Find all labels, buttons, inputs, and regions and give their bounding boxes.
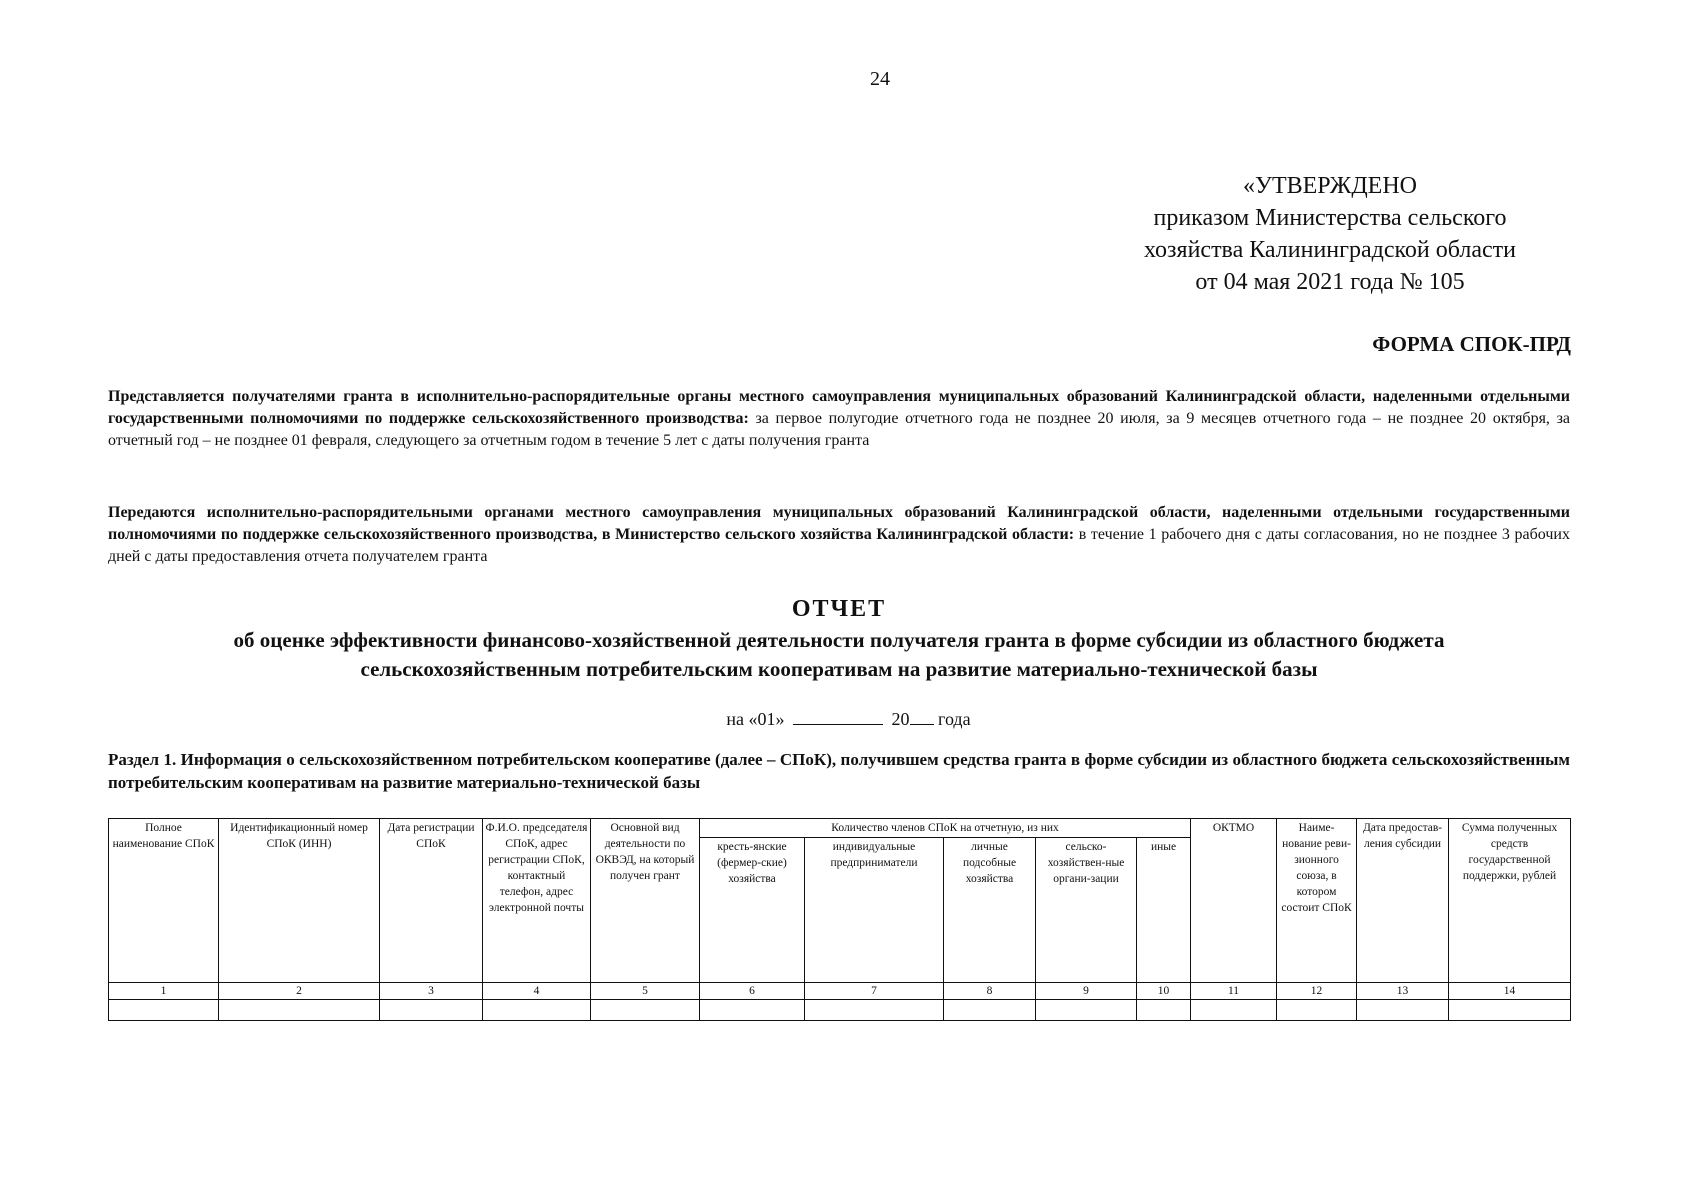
column-number: 4 xyxy=(483,983,591,1000)
column-number: 2 xyxy=(219,983,380,1000)
table-cell[interactable] xyxy=(109,1000,219,1021)
transfer-regular-text: в течение 1 рабочего дня с даты согласования, но не позднее 3 рабочих дней с даты предоставления отчета получателем гранта xyxy=(108,526,1570,565)
column-numbers-row xyxy=(109,983,1571,1000)
report-title: ОТЧЕТ xyxy=(791,596,887,622)
header-full-name: Полное наименование СПоК xyxy=(109,819,219,983)
column-number: 9 xyxy=(1036,983,1137,1000)
header-oktmo: ОКТМО xyxy=(1191,819,1277,983)
header-okved-activity: Основной вид деятельности по ОКВЭД, на который получен грант xyxy=(591,819,700,983)
column-number: 10 xyxy=(1137,983,1191,1000)
header-inn: Идентификационный номер СПоК (ИНН) xyxy=(219,819,380,983)
approval-line-1: «УТВЕРЖДЕНО xyxy=(1242,173,1418,199)
table-cell[interactable] xyxy=(1137,1000,1191,1021)
header-household-farms: личные подсобные хозяйства xyxy=(944,838,1036,983)
header-members-count-group: Количество членов СПоК на отчетную, из них xyxy=(700,819,1191,838)
column-number: 5 xyxy=(591,983,700,1000)
header-audit-union: Наиме-нование реви-зионного союза, в котором состоит СПоК xyxy=(1277,819,1357,983)
approval-line-3: хозяйства Калининградской области xyxy=(1143,237,1517,263)
transfer-paragraph xyxy=(108,502,1570,568)
table-cell[interactable] xyxy=(805,1000,944,1021)
column-number: 12 xyxy=(1277,983,1357,1000)
column-number: 6 xyxy=(700,983,805,1000)
table-cell[interactable] xyxy=(1191,1000,1277,1021)
table-cell[interactable] xyxy=(1036,1000,1137,1021)
header-peasant-farms: кресть-янские (фермер-ские) хозяйства xyxy=(700,838,805,983)
form-code: ФОРМА СПОК-ПРД xyxy=(1372,332,1571,356)
table-cell[interactable] xyxy=(219,1000,380,1021)
column-number: 13 xyxy=(1357,983,1449,1000)
approval-line-2: приказом Министерства сельского xyxy=(1153,205,1507,231)
page-number: 24 xyxy=(870,68,890,90)
section-1-heading: Раздел 1. Информация о сельскохозяйственном потребительском кооперативе (далее – СПоК), получившем средства гранта в форме субсидии из областного бюджета сельскохозяйственным потребительским кооперативам на развитие материально-технической базы xyxy=(108,750,1570,792)
column-number: 14 xyxy=(1449,983,1571,1000)
report-subtitle xyxy=(108,626,1570,684)
header-subsidy-date: Дата предостав-ления субсидии xyxy=(1357,819,1449,983)
submission-paragraph xyxy=(108,386,1570,452)
year-blank-field[interactable] xyxy=(910,708,934,725)
column-number: 11 xyxy=(1191,983,1277,1000)
date-suffix: года xyxy=(938,709,971,729)
approval-line-4: от 04 мая 2021 года № 105 xyxy=(1195,269,1465,295)
report-date-line xyxy=(0,708,1697,730)
table-row xyxy=(109,1000,1571,1021)
column-number: 3 xyxy=(380,983,483,1000)
table-header-row-1 xyxy=(109,819,1571,838)
column-number: 7 xyxy=(805,983,944,1000)
column-number: 1 xyxy=(109,983,219,1000)
header-other: иные xyxy=(1137,838,1191,983)
submission-regular-text: за первое полугодие отчетного года не позднее 20 июля, за 9 месяцев отчетного года – не позднее 20 октября, за отчетный год – не позднее 01 февраля, следующего за отчетным годом в течение 5 лет с даты получения гранта xyxy=(108,410,1571,449)
date-prefix: на «01» xyxy=(726,709,785,729)
month-blank-field[interactable] xyxy=(793,708,883,725)
header-entrepreneurs: индивидуальные предприниматели xyxy=(805,838,944,983)
approval-stamp-block xyxy=(1080,170,1580,298)
header-support-amount: Сумма полученных средств государственной поддержки, рублей xyxy=(1449,819,1571,983)
spok-info-table xyxy=(108,818,1571,1021)
header-registration-date: Дата регистрации СПоК xyxy=(380,819,483,983)
table-cell[interactable] xyxy=(380,1000,483,1021)
table-cell[interactable] xyxy=(1357,1000,1449,1021)
table-cell[interactable] xyxy=(591,1000,700,1021)
report-subtitle-line-1: об оценке эффективности финансово-хозяйственной деятельности получателя гранта в форме субсидии из областного бюджета xyxy=(233,628,1445,652)
report-subtitle-line-2: сельскохозяйственным потребительским кооперативам на развитие материально-технической базы xyxy=(360,657,1318,681)
table-cell[interactable] xyxy=(700,1000,805,1021)
table-cell[interactable] xyxy=(944,1000,1036,1021)
header-chairman-contacts: Ф.И.О. председателя СПоК, адрес регистрации СПоК, контактный телефон, адрес электронной почты xyxy=(483,819,591,983)
header-agri-organizations: сельско-хозяйствен-ные органи-зации xyxy=(1036,838,1137,983)
transfer-bold-text: Передаются исполнительно-распорядительными органами местного самоуправления муниципальных образований Калининградской области, наделенными отдельными государственными полномочиями по поддержке сельскохозяйственного производства, в Министерство сельского хозяйства Калининградской области: xyxy=(108,504,1570,543)
column-number: 8 xyxy=(944,983,1036,1000)
table-cell[interactable] xyxy=(483,1000,591,1021)
submission-bold-text: Представляется получателями гранта в исполнительно-распорядительные органы местного самоуправления муниципальных образований Калининградской области, наделенными отдельными государственными полномочиями по поддержке сельскохозяйственного производства: xyxy=(108,388,1570,427)
table-cell[interactable] xyxy=(1277,1000,1357,1021)
table-cell[interactable] xyxy=(1449,1000,1571,1021)
year-prefix: 20 xyxy=(891,709,910,729)
